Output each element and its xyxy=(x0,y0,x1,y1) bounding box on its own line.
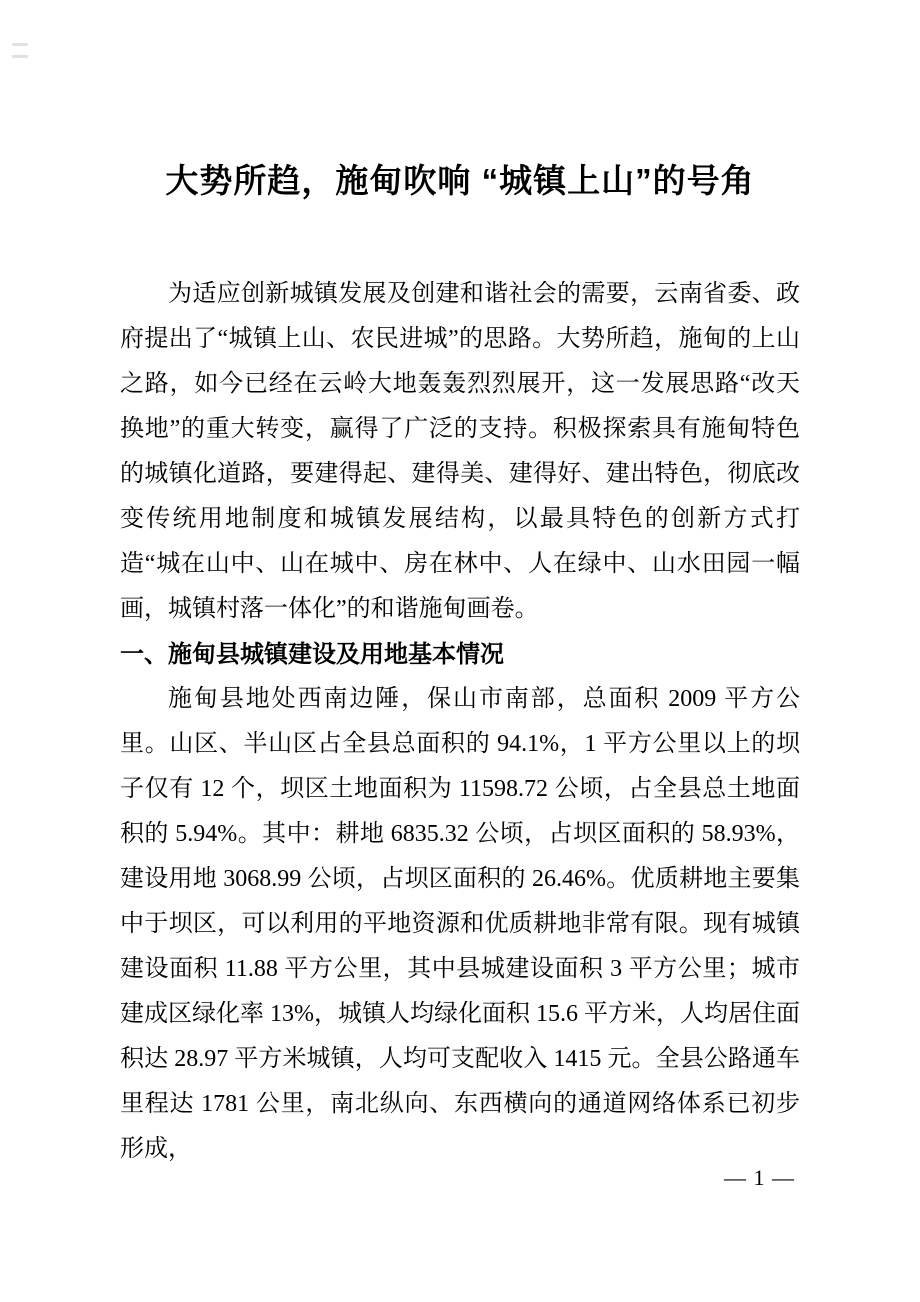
section1-paragraph: 施甸县地处西南边陲，保山市南部，总面积 2009 平方公里。山区、半山区占全县总面积的 94.1%，1 平方公里以上的坝子仅有 12 个，坝区土地面积为 11598.72 公顷，占全县总土地面积的 5.94%。其中：耕地 6835.32 公顷，占坝区面积的 58.93%，建设用地 3068.99 公顷，占坝区面积的 26.46%。优质耕地主要集中于坝区，可以利用的平地资源和优质耕地非常有限。现有城镇建设面积 11.88 平方公里，其中县城建设面积 3 平方公里；城市建成区绿化率 13%，城镇人均绿化面积 15.6 平方米，人均居住面积达 28.97 平方米城镇，人均可支配收入 1415 元。全县公路通车里程达 1781 公里，南北纵向、东西横向的通道网络体系已初步形成， xyxy=(120,686,800,1162)
page-number: — 1 — xyxy=(724,1165,795,1190)
scan-artifact-line xyxy=(12,55,28,58)
scan-artifact-marks xyxy=(12,34,34,86)
intro-paragraph: 为适应创新城镇发展及创建和谐社会的需要，云南省委、政府提出了“城镇上山、农民进城”的思路。大势所趋，施甸的上山之路，如今已经在云岭大地轰轰烈烈展开，这一发展思路“改天换地”的重大转变，赢得了广泛的支持。积极探索具有施甸特色的城镇化道路，要建得起、建得美、建得好、建出特色，彻底改变传统用地制度和城镇发展结构，以最具特色的创新方式打造“城在山中、山在城中、房在林中、人在绿中、山水田园一幅画，城镇村落一体化”的和谐施甸画卷。 xyxy=(120,281,800,622)
scan-artifact-line xyxy=(12,43,28,46)
section1-heading: 一、施甸县城镇建设及用地基本情况 xyxy=(120,641,504,668)
document-title: 大势所趋，施甸吹响 “城镇上山”的号角 xyxy=(165,162,755,199)
